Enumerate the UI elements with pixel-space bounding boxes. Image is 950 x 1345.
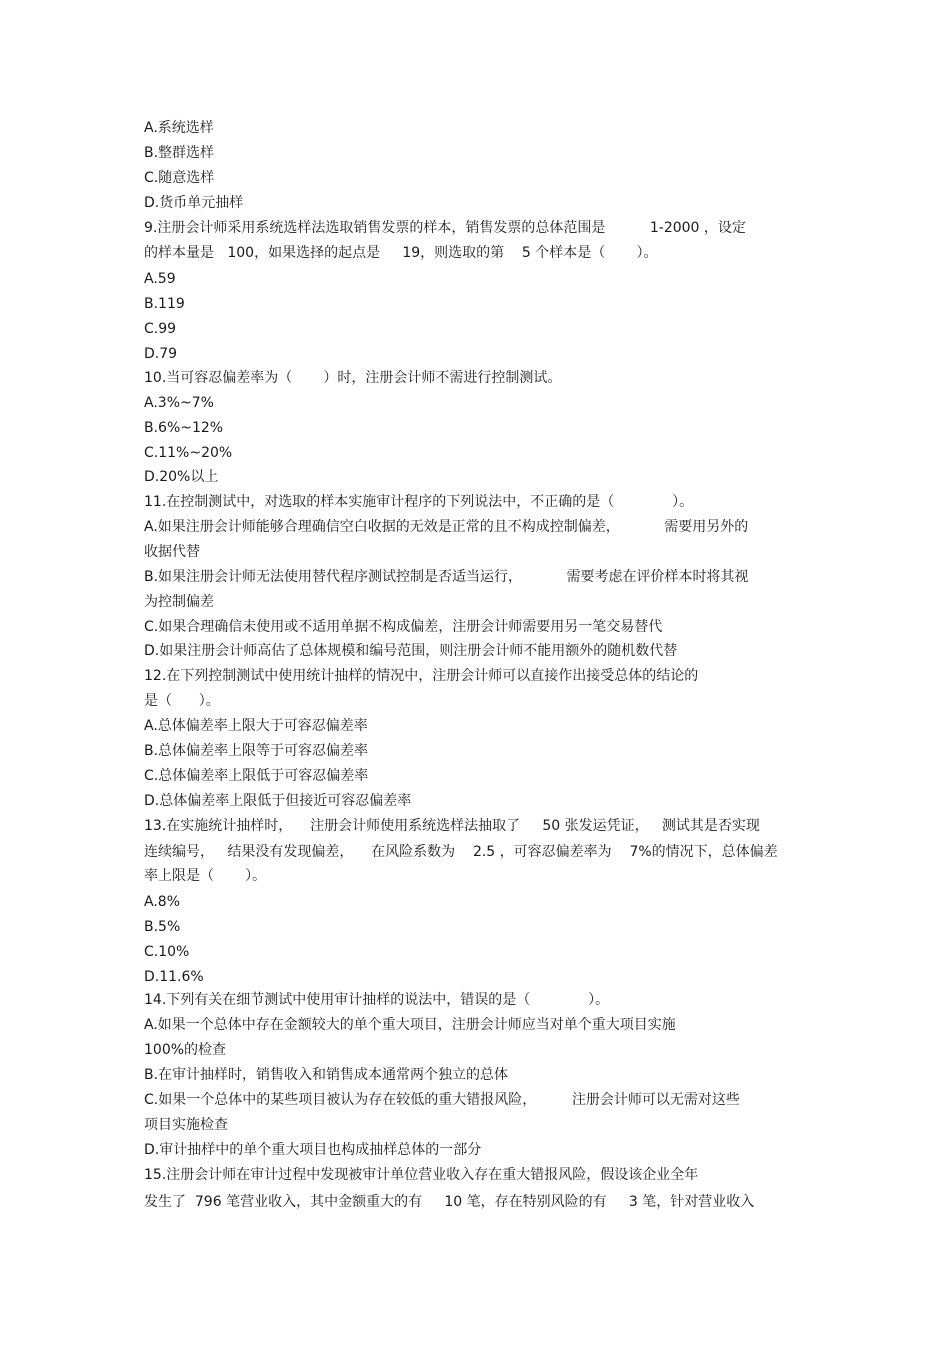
text-line: B.6%~12% <box>144 420 224 436</box>
text-line: D.总体偏差率上限低于但接近可容忍偏差率 <box>144 793 412 809</box>
text-line: 15.注册会计师在审计过程中发现被审计单位营业收入存在重大错报风险，假设该企业全年 <box>144 1167 699 1183</box>
text-line: B.总体偏差率上限等于可容忍偏差率 <box>144 743 369 759</box>
text-line: A.系统选样 <box>144 120 214 136</box>
text-line: 10.当可容忍偏差率为（ ）时，注册会计师不需进行控制测试。 <box>144 370 562 386</box>
text-line: C.99 <box>144 321 177 337</box>
text-line: A.如果一个总体中存在金额较大的单个重大项目，注册会计师应当对单个重大项目实施 <box>144 1017 676 1033</box>
text-line: A.总体偏差率上限大于可容忍偏差率 <box>144 718 368 734</box>
text-line: 为控制偏差 <box>144 594 214 610</box>
text-line: A.如果注册会计师能够合理确信空白收据的无效是正常的且不构成控制偏差， 需要用另外的 <box>144 519 749 535</box>
text-line: B.5% <box>144 919 181 935</box>
text-line: C.随意选样 <box>144 170 215 186</box>
text-line: 项目实施检查 <box>144 1117 228 1133</box>
text-line: 9.注册会计师采用系统选样法选取销售发票的样本，销售发票的总体范围是 1-2000 ，设定 <box>144 220 746 236</box>
text-line: D.11.6% <box>144 969 204 985</box>
text-line: A.3%~7% <box>144 395 214 411</box>
text-line: 率上限是（ ）。 <box>144 868 267 884</box>
text-line: D.20%以上 <box>144 469 219 485</box>
text-line: A.59 <box>144 271 176 287</box>
text-line: 收据代替 <box>144 544 200 560</box>
text-line: D.79 <box>144 346 178 362</box>
text-line: 是（ ）。 <box>144 693 220 709</box>
text-line: 11.在控制测试中，对选取的样本实施审计程序的下列说法中，不正确的是（ ）。 <box>144 494 694 510</box>
text-line: 发生了 796 笔营业收入，其中金额重大的有 10 笔，存在特别风险的有 3 笔，针对营业收入 <box>144 1194 755 1210</box>
text-line: C.如果一个总体中的某些项目被认为存在较低的重大错报风险， 注册会计师可以无需对这些 <box>144 1092 740 1108</box>
text-line: 100%的检查 <box>144 1042 227 1058</box>
text-line: A.8% <box>144 894 180 910</box>
text-line: C.10% <box>144 944 190 960</box>
text-line: B.如果注册会计师无法使用替代程序测试控制是否适当运行， 需要考虑在评价样本时将其视 <box>144 569 749 585</box>
text-line: B.119 <box>144 296 185 312</box>
text-line: D.如果注册会计师高估了总体规模和编号范围，则注册会计师不能用额外的随机数代替 <box>144 643 678 659</box>
text-line: C.总体偏差率上限低于可容忍偏差率 <box>144 768 369 784</box>
text-line: C.11%~20% <box>144 445 233 461</box>
text-line: 13.在实施统计抽样时， 注册会计师使用系统选样法抽取了 50 张发运凭证， 测试其是否实现 <box>144 818 760 834</box>
text-line: 12.在下列控制测试中使用统计抽样的情况中，注册会计师可以直接作出接受总体的结论的 <box>144 668 699 684</box>
text-line: 的样本量是 100，如果选择的起点是 19，则选取的第 5 个样本是（ ）。 <box>144 245 658 261</box>
text-line: D.货币单元抽样 <box>144 195 244 211</box>
text-line: 连续编号， 结果没有发现偏差， 在风险系数为 2.5 ，可容忍偏差率为 7%的情况下，总体偏差 <box>144 844 778 860</box>
text-line: D.审计抽样中的单个重大项目也构成抽样总体的一部分 <box>144 1142 482 1158</box>
text-line: C.如果合理确信未使用或不适用单据不构成偏差，注册会计师需要用另一笔交易替代 <box>144 619 663 635</box>
text-line: B.整群选样 <box>144 145 215 161</box>
text-line: 14.下列有关在细节测试中使用审计抽样的说法中，错误的是（ ）。 <box>144 992 610 1008</box>
text-line: B.在审计抽样时，销售收入和销售成本通常两个独立的总体 <box>144 1067 509 1083</box>
